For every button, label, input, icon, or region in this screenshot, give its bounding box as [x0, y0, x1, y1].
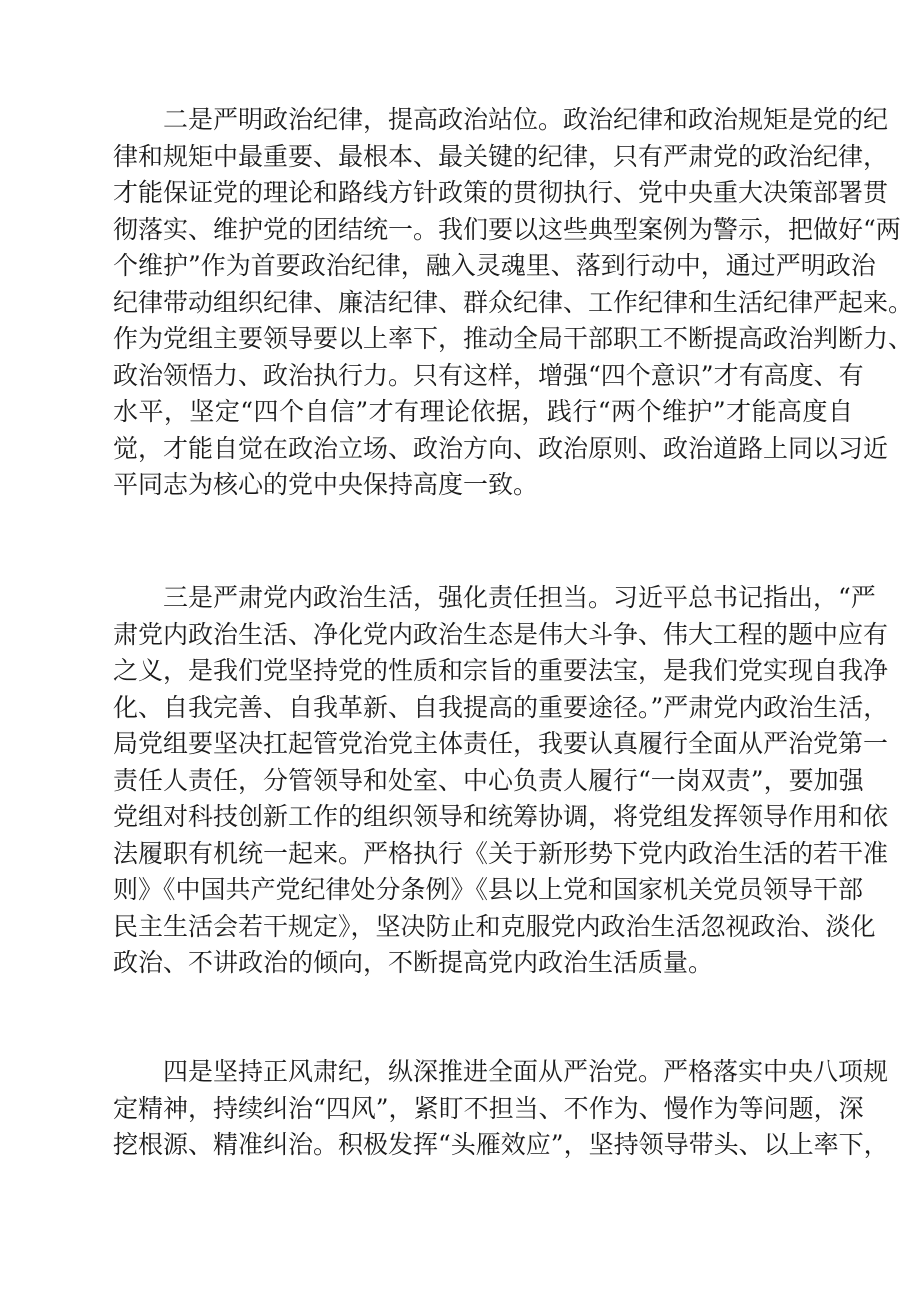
text-line: 政治、不讲政治的倾向，不断提高党内政治生活质量。 [113, 948, 714, 977]
text-line: 党组对科技创新工作的组织领导和统筹协调，将党组发挥领导作用和依 [113, 802, 889, 831]
text-line: 作为党组主要领导要以上率下，推动全局干部职工不断提高政治判断力、 [113, 324, 914, 353]
paragraph-political-discipline [113, 102, 914, 504]
text-line: 觉，才能自觉在政治立场、政治方向、政治原则、政治道路上同以习近 [113, 433, 889, 463]
text-line: 纪律带动组织纪律、廉洁纪律、群众纪律、工作纪律和生活纪律严起来。 [113, 287, 914, 317]
text-line: 才能保证党的理论和路线方针政策的贯彻执行、党中央重大决策部署贯 [113, 178, 889, 207]
text-line: 则》《中国共产党纪律处分条例》《县以上党和国家机关党员领导干部 [113, 875, 864, 904]
text-line: 平同志为核心的党中央保持高度一致。 [113, 470, 539, 499]
text-line: 彻落实、维护党的团结统一。我们要以这些典型案例为警示，把做好“两 [113, 214, 901, 244]
text-line: 二是严明政治纪律，提高政治站位。政治纪律和政治规矩是党的纪 [163, 105, 889, 134]
text-line: 之义，是我们党坚持党的性质和宗旨的重要法宝，是我们党实现自我净 [113, 656, 889, 685]
text-line: 个维护”作为首要政治纪律，融入灵魂里、落到行动中，通过严明政治 [113, 251, 876, 280]
text-line: 水平，坚定“四个自信”才有理论依据，践行“两个维护”才能高度自 [113, 397, 853, 426]
text-line: 肃党内政治生活、净化党内政治生态是伟大斗争、伟大工程的题中应有 [113, 619, 889, 649]
text-line: 三是严肃党内政治生活，强化责任担当。习近平总书记指出，“严 [163, 583, 876, 612]
text-line: 律和规矩中最重要、最根本、最关键的纪律，只有严肃党的政治纪律， [113, 141, 889, 171]
text-line: 化、自我完善、自我革新、自我提高的重要途径。”严肃党内政治生活， [113, 692, 889, 722]
text-line: 责任人责任，分管领导和处室、中心负责人履行“一岗双责”，要加强 [113, 765, 864, 795]
paragraph-strict-discipline [113, 1054, 889, 1164]
text-line: 民主生活会若干规定》，坚决防止和克服党内政治生活忽视政治、淡化 [113, 911, 876, 941]
text-line: 定精神，持续纠治“四风”，紧盯不担当、不作为、慢作为等问题，深 [113, 1093, 864, 1123]
text-line: 四是坚持正风肃纪，纵深推进全面从严治党。严格落实中央八项规 [163, 1057, 889, 1086]
text-line: 法履职有机统一起来。严格执行《关于新形势下党内政治生活的若干准 [113, 838, 889, 868]
text-line: 挖根源、精准纠治。积极发挥“头雁效应”，坚持领导带头、以上率下， [113, 1130, 889, 1159]
text-line: 政治领悟力、政治执行力。只有这样，增强“四个意识”才有高度、有 [113, 360, 864, 390]
paragraph-party-political-life [113, 580, 889, 982]
text-line: 局党组要坚决扛起管党治党主体责任，我要认真履行全面从严治党第一 [113, 729, 889, 758]
